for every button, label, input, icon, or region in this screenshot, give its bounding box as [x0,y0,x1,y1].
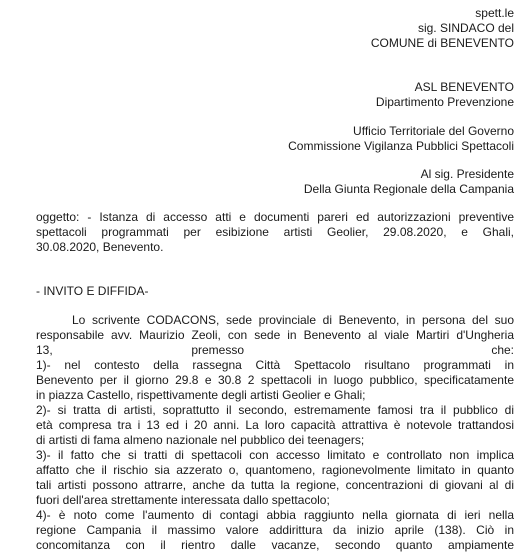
body-line: tali artisti possono attrarre, anche da tutta la regione, concentrazioni di giovani al di [36,478,514,492]
body-line: 1)- nel contesto della rassegna Città Spettacolo risultano programmati in [36,358,514,372]
address-line: Della Giunta Regionale della Campania [303,182,514,196]
address-line: Dipartimento Prevenzione [375,95,514,109]
premesso-line [36,343,514,358]
body-line: Lo scrivente CODACONS, sede provinciale di Benevento, in persona del suo [72,313,514,327]
body-line: di artisti di fama almeno nazionale nel pubblico dei teenagers; [36,433,365,447]
section-heading: - INVITO E DIFFIDA- [36,284,149,298]
subject-line: 30.08.2020, Benevento. [36,240,164,254]
body-line: in piazza Castello, rispettivamente degli artisti Geolier e Ghali; [36,388,366,402]
premesso-che: che: [491,343,514,357]
subject-line: oggetto: - Istanza di accesso atti e documenti pareri ed autorizzazioni preventive [36,210,514,224]
recipient-asl [376,80,514,110]
body-line: 2)- si tratta di artisti, soprattutto il secondo, estremamente famosi tra il pubblico di [36,403,514,417]
premesso-word: premesso [191,343,244,357]
body-line: 4)- è noto come l'aumento di contagi abbia raggiunto nella giornata di ieri nella [36,508,514,522]
address-line: sig. SINDACO del [417,21,514,35]
body-line: responsabile avv. Maurizio Zeoli, con sede in Benevento al viale Martiri d'Ungheria [36,328,514,342]
recipient-regione [304,167,514,197]
recipient-utg [288,124,514,154]
address-line: Al sig. Presidente [420,167,514,181]
subject-line: spettacoli programmati per esibizione artisti Geolier, 29.08.2020, e Ghali, [36,225,514,239]
body-line: fuori dell'area strettamente interessata dallo spettacolo; [36,493,330,507]
address-line: spett.le [475,6,514,20]
body-line: regione Campania il massimo valore addirittura da inizio aprile (138). Ciò in [36,523,514,537]
body-text [36,313,514,553]
body-line: Benevento per il giorno 29.8 e 30.8 2 spettacoli in luogo pubblico, specificatamente [36,373,514,387]
body-line: affatto che il rischio sia azzerato o, quantomeno, ragionevolmente limitato in quanto [36,463,514,477]
recipient-sindaco [371,6,514,51]
body-line: concomitanza con il rientro dalle vacanze, secondo quanto ampiamente [36,538,514,552]
address-line: Commissione Vigilanza Pubblici Spettacoli [288,139,514,153]
body-line: 3)- il fatto che si tratti di spettacoli con accesso limitato e controllato non implica [36,448,514,462]
body-line: età compresa tra i 13 ed i 20 anni. La loro capacità attrattiva è notevole trattandosi [36,418,514,432]
premesso-number: 13, [36,343,53,357]
address-line: Ufficio Territoriale del Governo [353,124,514,138]
subject [36,210,514,255]
address-line: COMUNE di BENEVENTO [370,36,514,50]
address-line: ASL BENEVENTO [414,80,514,94]
